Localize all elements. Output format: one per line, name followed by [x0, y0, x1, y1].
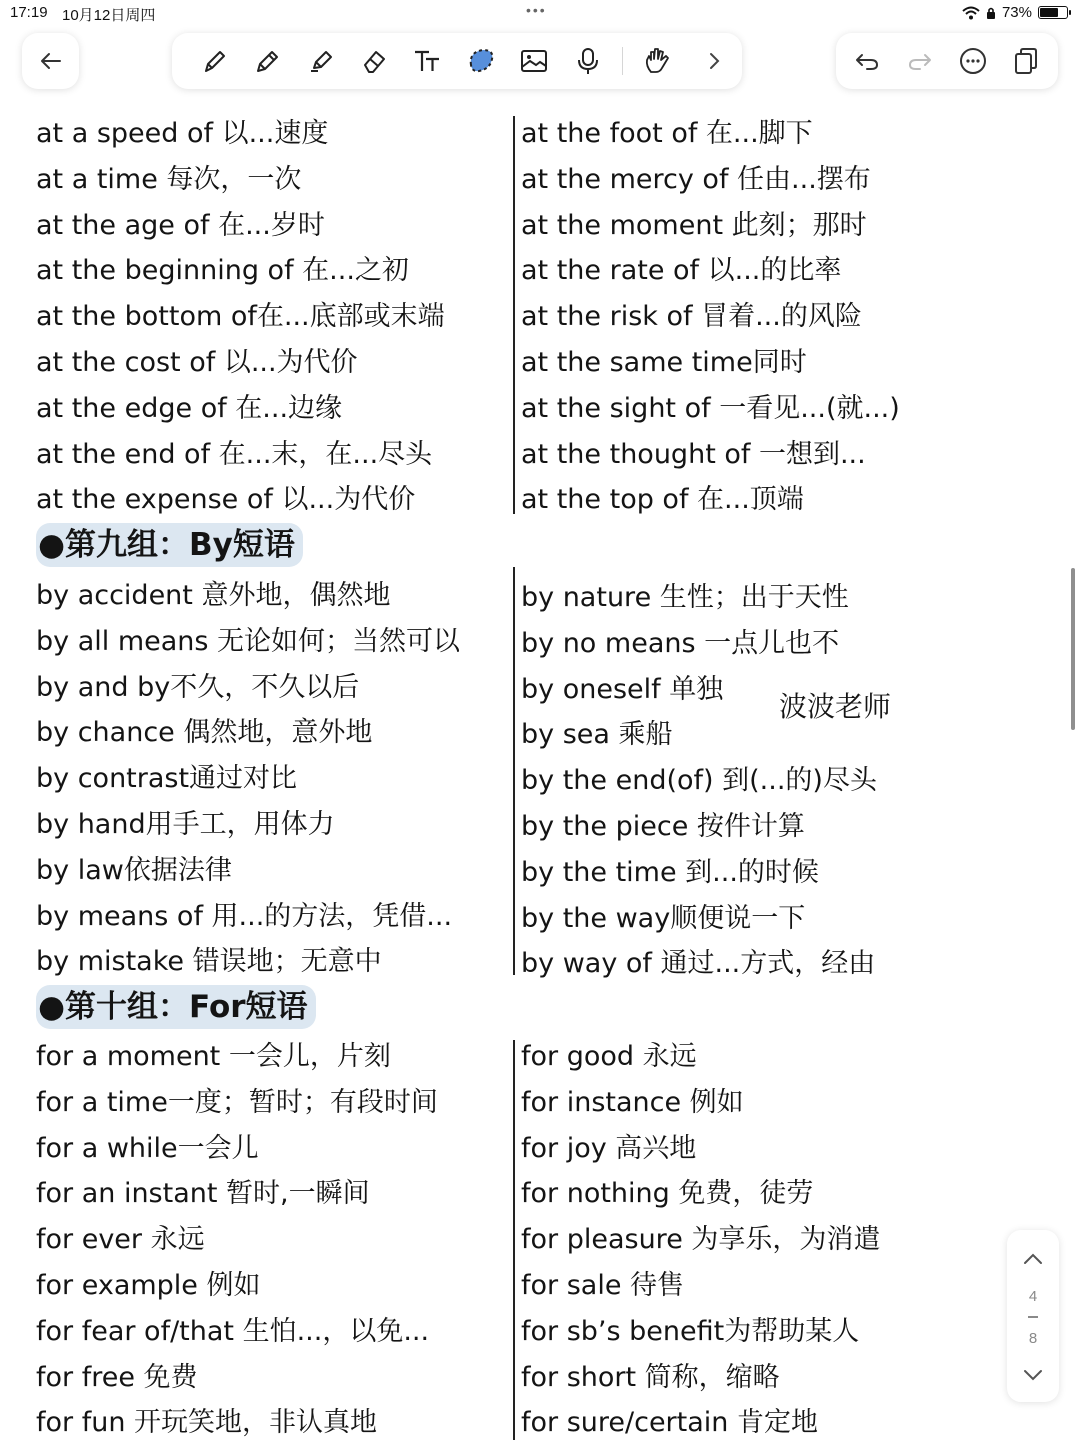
battery-icon — [1038, 6, 1068, 19]
group10-right-phrase: for joy 高兴地 — [521, 1132, 697, 1164]
drawing-toolbar — [172, 33, 742, 89]
group9-left-phrase: by and by不久，不久以后 — [36, 671, 360, 703]
group10-left-phrase: for free 免费 — [36, 1361, 198, 1393]
pen-icon[interactable] — [199, 46, 229, 76]
microphone-icon[interactable] — [573, 46, 603, 76]
arrow-left-icon — [35, 46, 65, 76]
status-date: 10月12日周四 — [62, 7, 156, 24]
pages-icon[interactable] — [1011, 46, 1041, 76]
group8-right-phrase: at the rate of 以...的比率 — [521, 255, 842, 287]
group8-left-phrase: at a time 每次，一次 — [36, 163, 302, 195]
group9-right-phrase: by the end(of) 到(...的)尽头 — [521, 765, 877, 797]
highlighter-icon[interactable] — [306, 46, 336, 76]
group10-left-phrase: for a time一度；暂时；有段时间 — [36, 1086, 438, 1118]
text-icon[interactable] — [412, 46, 442, 76]
group8-right-phrase: at the mercy of 任由...摆布 — [521, 163, 871, 195]
group10-left-phrase: for example 例如 — [36, 1270, 261, 1301]
group9-left-phrase: by mistake 错误地；无意中 — [36, 946, 382, 978]
group9-left-phrase: by law依据法律 — [36, 854, 232, 886]
group10-heading: ●第十组：For短语 — [36, 992, 316, 1023]
group10-left-phrase: for fun 开玩笑地，非认真地 — [36, 1407, 378, 1439]
group8-left-phrase: at the age of 在...岁时 — [36, 209, 325, 241]
group9-left-phrase: by hand用手工，用体力 — [36, 809, 335, 840]
lasso-icon[interactable] — [466, 46, 496, 76]
group10-right-phrase: for good 永远 — [521, 1041, 697, 1072]
group10-right-phrase: for pleasure 为享乐，为消遣 — [521, 1224, 881, 1256]
group9-left-phrase: by chance 偶然地，意外地 — [36, 717, 373, 749]
group10-right-phrase: for short 简称，缩略 — [521, 1361, 780, 1393]
group8-left-phrase: at the cost of 以...为代价 — [36, 347, 358, 378]
group9-left-phrase: by all means 无论如何；当然可以 — [36, 625, 461, 657]
group9-right-phrase: by no means 一点儿也不 — [521, 627, 840, 659]
group8-column-divider — [513, 116, 515, 514]
signature-text: 波波老师 — [779, 690, 892, 723]
scrollbar[interactable] — [1071, 568, 1075, 730]
group10-right-phrase: for nothing 免费，徒劳 — [521, 1178, 814, 1210]
group8-left-phrase: at the bottom of在...底部或末端 — [36, 301, 445, 333]
group9-left-phrase: by contrast通过对比 — [36, 763, 298, 795]
multitasking-dots-icon[interactable]: ••• — [526, 2, 547, 18]
group9-right-phrase: by nature 生性；出于天性 — [521, 582, 849, 613]
group9-right-phrase: by sea 乘船 — [521, 719, 673, 751]
status-bar — [0, 0, 1080, 28]
undo-icon[interactable] — [852, 46, 882, 76]
current-page: 4 — [1028, 1288, 1038, 1305]
image-icon[interactable] — [519, 46, 549, 76]
document-toolbar — [836, 33, 1058, 89]
group8-right-phrase: at the thought of 一想到... — [521, 438, 866, 470]
group8-left-phrase: at a speed of 以...速度 — [36, 118, 329, 149]
group10-right-phrase: for instance 例如 — [521, 1086, 744, 1118]
group8-left-phrase: at the edge of 在...边缘 — [36, 392, 343, 424]
group10-right-phrase: for sure/certain 肯定地 — [521, 1407, 818, 1439]
toolbar-separator — [622, 47, 623, 75]
group9-right-phrase: by oneself 单独 — [521, 673, 724, 705]
group10-column-divider — [513, 1040, 515, 1440]
group10-left-phrase: for a moment 一会儿，片刻 — [36, 1041, 391, 1072]
redo-icon[interactable] — [905, 46, 935, 76]
group9-right-phrase: by the piece 按件计算 — [521, 811, 805, 842]
group8-right-phrase: at the top of 在...顶端 — [521, 484, 804, 516]
group8-left-phrase: at the expense of 以...为代价 — [36, 484, 416, 516]
group10-left-phrase: for an instant 暂时,一瞬间 — [36, 1178, 370, 1210]
pencil-icon[interactable] — [252, 46, 282, 76]
back-button[interactable] — [22, 33, 79, 89]
group10-left-phrase: for a while一会儿 — [36, 1132, 259, 1164]
group8-right-phrase: at the same time同时 — [521, 347, 807, 378]
group9-right-phrase: by the time 到...的时候 — [521, 856, 819, 888]
group9-right-phrase: by the way顺便说一下 — [521, 902, 806, 934]
group9-left-phrase: by accident 意外地，偶然地 — [36, 580, 391, 611]
battery-percent: 73% — [1001, 4, 1032, 21]
group8-right-phrase: at the risk of 冒着...的风险 — [521, 301, 862, 333]
group10-left-phrase: for ever 永远 — [36, 1224, 205, 1256]
group10-right-phrase: for sb’s benefit为帮助某人 — [521, 1315, 860, 1347]
group9-right-phrase: by way of 通过...方式，经由 — [521, 948, 876, 980]
total-pages: 8 — [1028, 1330, 1038, 1347]
chevron-down-icon[interactable] — [1020, 1366, 1046, 1384]
more-icon[interactable] — [958, 46, 988, 76]
status-time: 17:19 — [10, 4, 48, 21]
hand-gesture-icon[interactable] — [642, 46, 672, 76]
group8-left-phrase: at the end of 在...末，在...尽头 — [36, 438, 433, 470]
wifi-icon — [962, 6, 980, 20]
chevron-up-icon[interactable] — [1020, 1250, 1046, 1268]
chevron-right-icon[interactable] — [699, 46, 729, 76]
group8-right-phrase: at the sight of 一看见...(就...) — [521, 392, 900, 424]
status-right — [962, 4, 1068, 21]
group8-right-phrase: at the moment 此刻；那时 — [521, 209, 867, 241]
group8-left-phrase: at the beginning of 在...之初 — [36, 255, 409, 287]
group9-left-phrase: by means of 用...的方法，凭借... — [36, 900, 453, 932]
group10-right-phrase: for sale 待售 — [521, 1270, 685, 1301]
eraser-icon[interactable] — [359, 46, 389, 76]
group9-heading: ●第九组：By短语 — [36, 530, 303, 561]
group8-right-phrase: at the foot of 在...脚下 — [521, 118, 813, 149]
page-navigator — [1007, 1230, 1059, 1402]
lock-icon — [986, 6, 996, 20]
page-divider — [1028, 1316, 1038, 1318]
group10-left-phrase: for fear of/that 生怕...，以免... — [36, 1315, 430, 1347]
group9-column-divider — [513, 567, 515, 975]
